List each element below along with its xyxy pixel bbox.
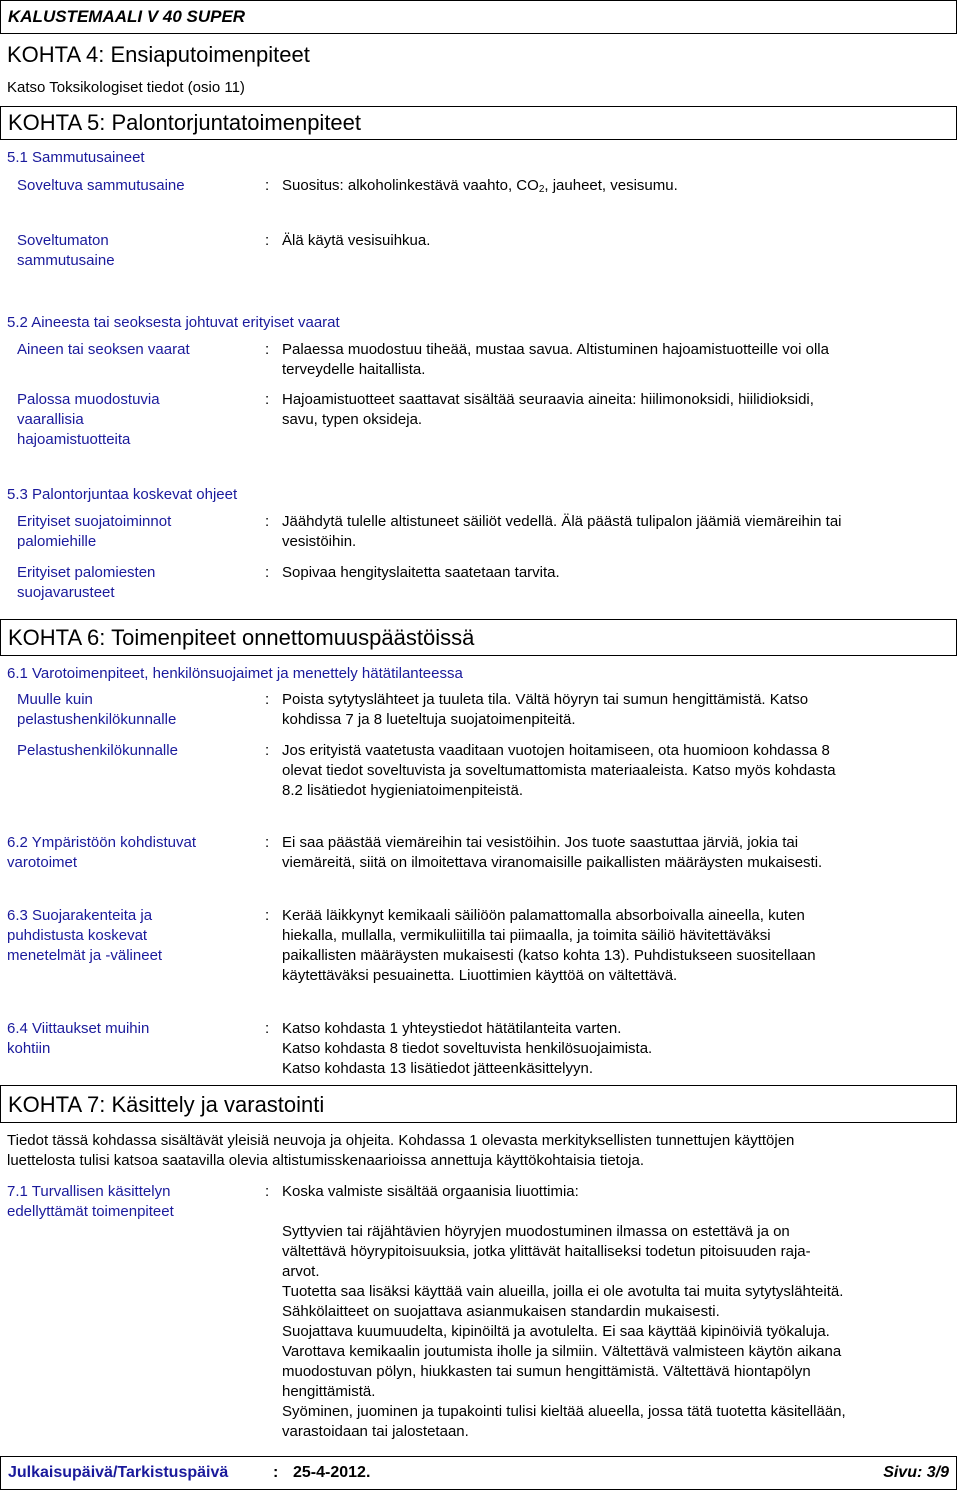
subsection-6-3-value: Kerää läikkynyt kemikaali säiliöön palamattomalla absorboivalla aineella, kuten hiekalla, mullalla, vermikuliitilla tai piimaalla, ja toimita säiliö hävitettäväksi paikallisten määräysten mukaisesti (katso kohta 13). Puhdistukseen suositellaan käytettäväksi pesuainetta. Liuottimien käyttöä on vältettävä. (282, 907, 816, 984)
colon: : (265, 1183, 270, 1200)
subsection-5-3-heading: 5.3 Palontorjuntaa koskevat ohjeet (7, 486, 238, 503)
subsection-6-4-value: Katso kohdasta 1 yhteystiedot hätätilanteita varten. Katso kohdasta 8 tiedot soveltuvista henkilösuojaimista. Katso kohdasta 13 lisätiedot jätteenkäsittelyyn. (282, 1020, 653, 1077)
colon: : (265, 907, 270, 924)
firefighter-equipment-value: Sopivaa hengityslaitetta saatetaan tarvita. (282, 564, 560, 581)
subsection-6-1-heading: 6.1 Varotoimenpiteet, henkilönsuojaimet ja menettely hätätilanteessa (7, 665, 463, 682)
colon: : (265, 341, 270, 358)
unsuitable-extinguishing-label: Soveltumaton sammutusaine (17, 232, 115, 269)
firefighter-actions-label: Erityiset suojatoiminnot palomiehille (17, 513, 172, 550)
subsection-7-1-value: Koska valmiste sisältää orgaanisia liuottimia: Syttyvien tai räjähtävien höyryjen muodostuminen ilmassa on estettävä ja on vältettävä höyrypitoisuuksia, jotka ylittävät haitalliseksi todetun pitoisuuden raja- arvot. Tuotetta saa lisäksi käyttää vain alueilla, joilla ei ole avotulta tai muita sytytyslähteitä. Sähkölaitteet on suojattava asianmukaisen standardin mukaisesti. Suojattava kuumuudelta, kipinöiltä ja avotulelta. Ei saa käyttää kipinöiviä työkaluja. Varottava kemikaalin joutumista iholle ja silmiin. Vältettävä valmisteen käytön aikana muodostuvan pölyn, hiukkasten tai sumun hengittämistä. Vältettävä hiontapölyn hengittämistä. Syöminen, juominen ja tupakointi tulisi kieltää alueella, jossa tätä tuotetta käsitellään, varastoidaan tai jalostetaan. (282, 1183, 846, 1440)
colon: : (265, 1020, 270, 1037)
colon: : (265, 513, 270, 530)
issue-date-label: Julkaisupäivä/Tarkistuspäivä (8, 1464, 229, 1481)
colon: : (265, 177, 270, 194)
colon: : (265, 391, 270, 408)
colon: : (273, 1464, 279, 1481)
colon: : (265, 834, 270, 851)
hazards-label: Aineen tai seoksen vaarat (17, 341, 190, 358)
non-emergency-label: Muulle kuin pelastushenkilökunnalle (17, 691, 177, 728)
section-6-header (0, 619, 957, 656)
section-7-intro: Tiedot tässä kohdassa sisältävät yleisiä neuvoja ja ohjeita. Kohdassa 1 olevasta merkityksellisten tunnettujen käyttöjen luettelosta tulisi katsoa saatavilla olevia altistumisskenaarioissa annettuja käyttökohtaisia tietoja. (7, 1132, 795, 1169)
section-4-title: KOHTA 4: Ensiaputoimenpiteet (7, 42, 310, 67)
subsection-6-2-value: Ei saa päästää viemäreihin tai vesistöihin. Jos tuote saastuttaa järviä, jokia tai viemäreitä, siitä on ilmoitettava viranomaisille paikallisten määräysten mukaisesti. (282, 834, 823, 871)
emergency-label: Pelastushenkilökunnalle (17, 742, 178, 759)
suitable-extinguishing-label: Soveltuva sammutusaine (17, 177, 185, 194)
document-header (0, 0, 957, 34)
issue-date-value: 25-4-2012. (293, 1464, 371, 1481)
section-6-title: KOHTA 6: Toimenpiteet onnettomuuspäästöissä (8, 625, 475, 650)
document-footer (0, 1456, 957, 1490)
emergency-value: Jos erityistä vaatetusta vaaditaan vuotojen hoitamiseen, ota huomioon kohdassa 8 olevat tiedot soveltuvista ja soveltumattomista materiaaleista. Katso myös kohdasta 8.2 lisätiedot hygieniatoimenpiteistä. (282, 742, 836, 799)
colon: : (265, 691, 270, 708)
combustion-products-value: Hajoamistuotteet saattavat sisältää seuraavia aineita: hiilimonoksidi, hiilidioksidi, savu, typen oksideja. (282, 391, 814, 428)
non-emergency-value: Poista sytytyslähteet ja tuuleta tila. Vältä höyryn tai sumun hengittämistä. Katso kohdissa 7 ja 8 lueteltuja suojatoimenpiteitä. (282, 691, 809, 728)
subsection-6-2-label: 6.2 Ympäristöön kohdistuvat varotoimet (7, 834, 197, 871)
colon: : (265, 232, 270, 249)
unsuitable-extinguishing-value: Älä käytä vesisuihkua. (282, 232, 431, 249)
colon: : (265, 742, 270, 759)
combustion-products-label: Palossa muodostuvia vaarallisia hajoamistuotteita (17, 391, 160, 448)
product-name: KALUSTEMAALI V 40 SUPER (8, 7, 246, 26)
page-number: Sivu: 3/9 (883, 1464, 949, 1481)
section-4-note: Katso Toksikologiset tiedot (osio 11) (7, 79, 245, 96)
subsection-7-1-label: 7.1 Turvallisen käsittelyn edellyttämät toimenpiteet (7, 1183, 174, 1220)
hazards-value: Palaessa muodostuu tiheää, mustaa savua. Altistuminen hajoamistuotteille voi olla terveydelle haitallista. (282, 341, 829, 378)
suitable-extinguishing-value: Suositus: alkoholinkestävä vaahto, $CO_2$, jauheet, vesisumu. (282, 177, 678, 195)
firefighter-actions-value: Jäähdytä tulelle altistuneet säiliöt vedellä. Älä päästä tulipalon jäämiä viemäreihin tai vesistöihin. (282, 513, 842, 550)
subsection-5-2-heading: 5.2 Aineesta tai seoksesta johtuvat erityiset vaarat (7, 314, 340, 331)
section-7-title: KOHTA 7: Käsittely ja varastointi (8, 1092, 325, 1117)
subsection-6-3-label: 6.3 Suojarakenteita ja puhdistusta koskevat menetelmät ja -välineet (7, 907, 163, 964)
section-5-title: KOHTA 5: Palontorjuntatoimenpiteet (8, 110, 362, 135)
section-5-header (0, 106, 957, 140)
section-7-header (0, 1085, 957, 1123)
subsection-5-1-heading: 5.1 Sammutusaineet (7, 149, 145, 166)
firefighter-equipment-label: Erityiset palomiesten suojavarusteet (17, 564, 156, 601)
colon: : (265, 564, 270, 581)
subsection-6-4-label: 6.4 Viittaukset muihin kohtiin (7, 1020, 150, 1057)
